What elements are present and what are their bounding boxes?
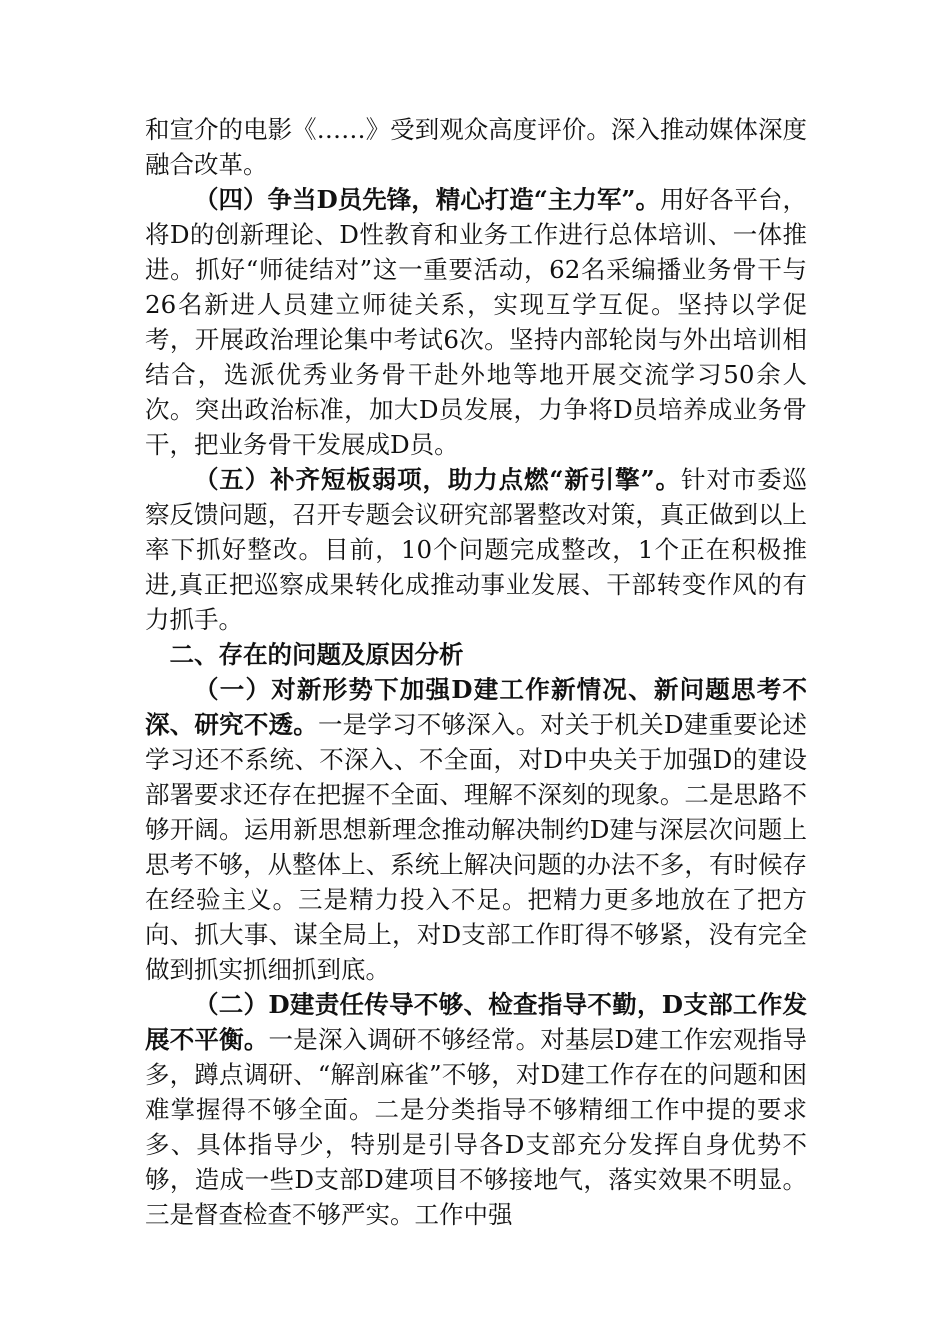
document-page bbox=[145, 112, 807, 1232]
paragraph-continuation bbox=[145, 112, 807, 182]
paragraph-problem-two bbox=[145, 987, 807, 1232]
paragraph-text: 一是深入调研不够经常。对基层D建工作宏观指导多，蹲点调研、“解剖麻雀”不够，对D建工作存在的问题和困难掌握得不够全面。二是分类指导不够精细工作中提的要求多、具体指导少，特别是引导各D支部充分发挥自身优势不够，造成一些D支部D建项目不够接地气，落实效果不明显。三是督查检查不够严实。工作中强 bbox=[145, 1025, 807, 1229]
paragraph-text: 针对市委巡察反馈问题，召开专题会议研究部署整改对策，真正做到以上率下抓好整改。目前，10个问题完成整改，1个正在积极推进,真正把巡察成果转化成推动事业发展、干部转变作风的有力抓手。 bbox=[145, 465, 808, 634]
paragraph-text: 用好各平台，将D的创新理论、D性教育和业务工作进行总体培训、一体推进。抓好“师徒结对”这一重要活动，62名采编播业务骨干与26名新进人员建立师徒关系，实现互学互促。坚持以学促考，开展政治理论集中考试6次。坚持内部轮岗与外出培训相结合，选派优秀业务骨干赴外地等地开展交流学习50余人次。突出政治标准，加大D员发展，力争将D员培养成业务骨干，把业务骨干发展成D员。 bbox=[145, 185, 807, 459]
section-heading bbox=[145, 637, 807, 672]
paragraph-lead: （五）补齐短板弱项，助力点燃“新引擎”。 bbox=[194, 465, 681, 494]
paragraph-problem-one bbox=[145, 672, 807, 987]
paragraph-section-five bbox=[145, 462, 807, 637]
paragraph-text: 一是学习不够深入。对关于机关D建重要论述学习还不系统、不深入、不全面，对D中央关于加强D的建设部署要求还存在把握不全面、理解不深刻的现象。二是思路不够开阔。运用新思想新理念推动解决制约D建与深层次问题上思考不够，从整体上、系统上解决问题的办法不多，有时候存在经验主义。三是精力投入不足。把精力更多地放在了把方向、抓大事、谋全局上，对D支部工作盯得不够紧，没有完全做到抓实抓细抓到底。 bbox=[145, 710, 807, 984]
paragraph-lead: （二）D建责任传导不够、检查指导不勤，D支部工作发展不平衡。 bbox=[145, 990, 807, 1054]
paragraph-lead: （四）争当D员先锋，精心打造“主力军”。 bbox=[194, 185, 660, 214]
paragraph-text: 和宣介的电影《……》受到观众高度评价。深入推动媒体深度融合改革。 bbox=[145, 115, 807, 179]
paragraph-lead: （一）对新形势下加强D建工作新情况、新问题思考不深、研究不透。 bbox=[145, 675, 807, 739]
heading-text: 二、存在的问题及原因分析 bbox=[169, 640, 464, 669]
paragraph-section-four bbox=[145, 182, 807, 462]
